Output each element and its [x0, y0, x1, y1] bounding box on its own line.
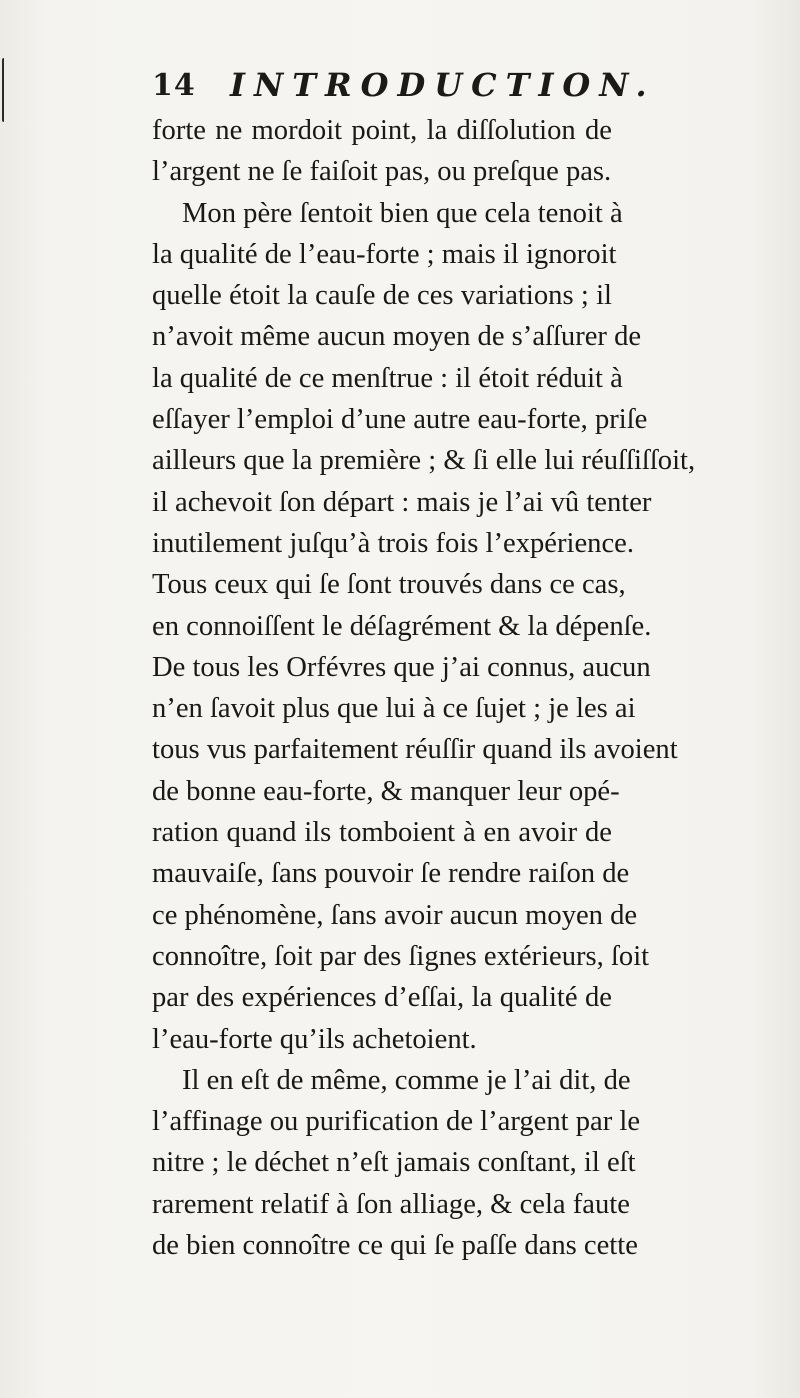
- text-line: Tous ceux qui ſe ſont trouvés dans ce cas,: [152, 569, 626, 601]
- paragraph-start-line: Mon père ſentoit bien que cela tenoit à: [182, 197, 623, 229]
- text-line: la qualité de l’eau-forte ; mais il ignoroit: [152, 238, 617, 270]
- text-line: forte ne mordoit point, la diſſolution de: [152, 115, 612, 146]
- paragraph-start-line: Il en eſt de même, comme je l’ai dit, de: [182, 1064, 631, 1096]
- text-line: eſſayer l’emploi d’une autre eau-forte, priſe: [152, 404, 648, 436]
- text-line: il achevoit ſon départ : mais je l’ai vû tenter: [152, 486, 652, 518]
- text-line: inutilement juſqu’à trois fois l’expérience.: [152, 527, 634, 559]
- text-line: nitre ; le déchet n’eſt jamais conſtant, il eſt: [152, 1147, 636, 1179]
- text-line: quelle étoit la cauſe de ces variations ; il: [152, 280, 612, 312]
- text-line: n’avoit même aucun moyen de s’aſſurer de: [152, 321, 642, 353]
- binding-edge-mark: [2, 58, 10, 122]
- text-line: rarement relatif à ſon alliage, & cela faute: [152, 1188, 630, 1220]
- text-line: la qualité de ce menſtrue : il étoit réduit à: [152, 362, 623, 394]
- running-head: INTRODUCTION.: [230, 66, 656, 104]
- text-line: l’affinage ou purification de l’argent par le: [152, 1106, 641, 1138]
- text-line: n’en ſavoit plus que lui à ce ſujet ; je les ai: [152, 693, 636, 725]
- text-line: De tous les Orfévres que j’ai connus, aucun: [152, 651, 651, 683]
- text-line: connoître, ſoit par des ſignes extérieurs, ſoit: [152, 940, 650, 972]
- text-line: mauvaiſe, ſans pouvoir ſe rendre raiſon de: [152, 858, 630, 890]
- page-header: [152, 64, 656, 114]
- body-text: [152, 110, 696, 1266]
- text-line: l’eau-forte qu’ils achetoient.: [152, 1023, 477, 1055]
- text-line: tous vus parfaitement réuſſir quand ils avoient: [152, 734, 678, 766]
- text-line: de bien connoître ce qui ſe paſſe dans cette: [152, 1230, 638, 1262]
- text-line: ce phénomène, ſans avoir aucun moyen de: [152, 899, 638, 931]
- text-line: en connoiſſent le déſagrément & la dépenſe.: [152, 610, 652, 642]
- text-line: ailleurs que la première ; & ſi elle lui réuſſiſſoit,: [152, 445, 696, 477]
- text-line: ration quand ils tomboient à en avoir de: [152, 817, 612, 849]
- text-line: par des expériences d’eſſai, la qualité de: [152, 982, 612, 1014]
- page-number: 14: [152, 68, 196, 103]
- text-line: l’argent ne ſe faiſoit pas, ou preſque pas.: [152, 156, 612, 188]
- text-line: de bonne eau-forte, & manquer leur opé-: [152, 775, 620, 807]
